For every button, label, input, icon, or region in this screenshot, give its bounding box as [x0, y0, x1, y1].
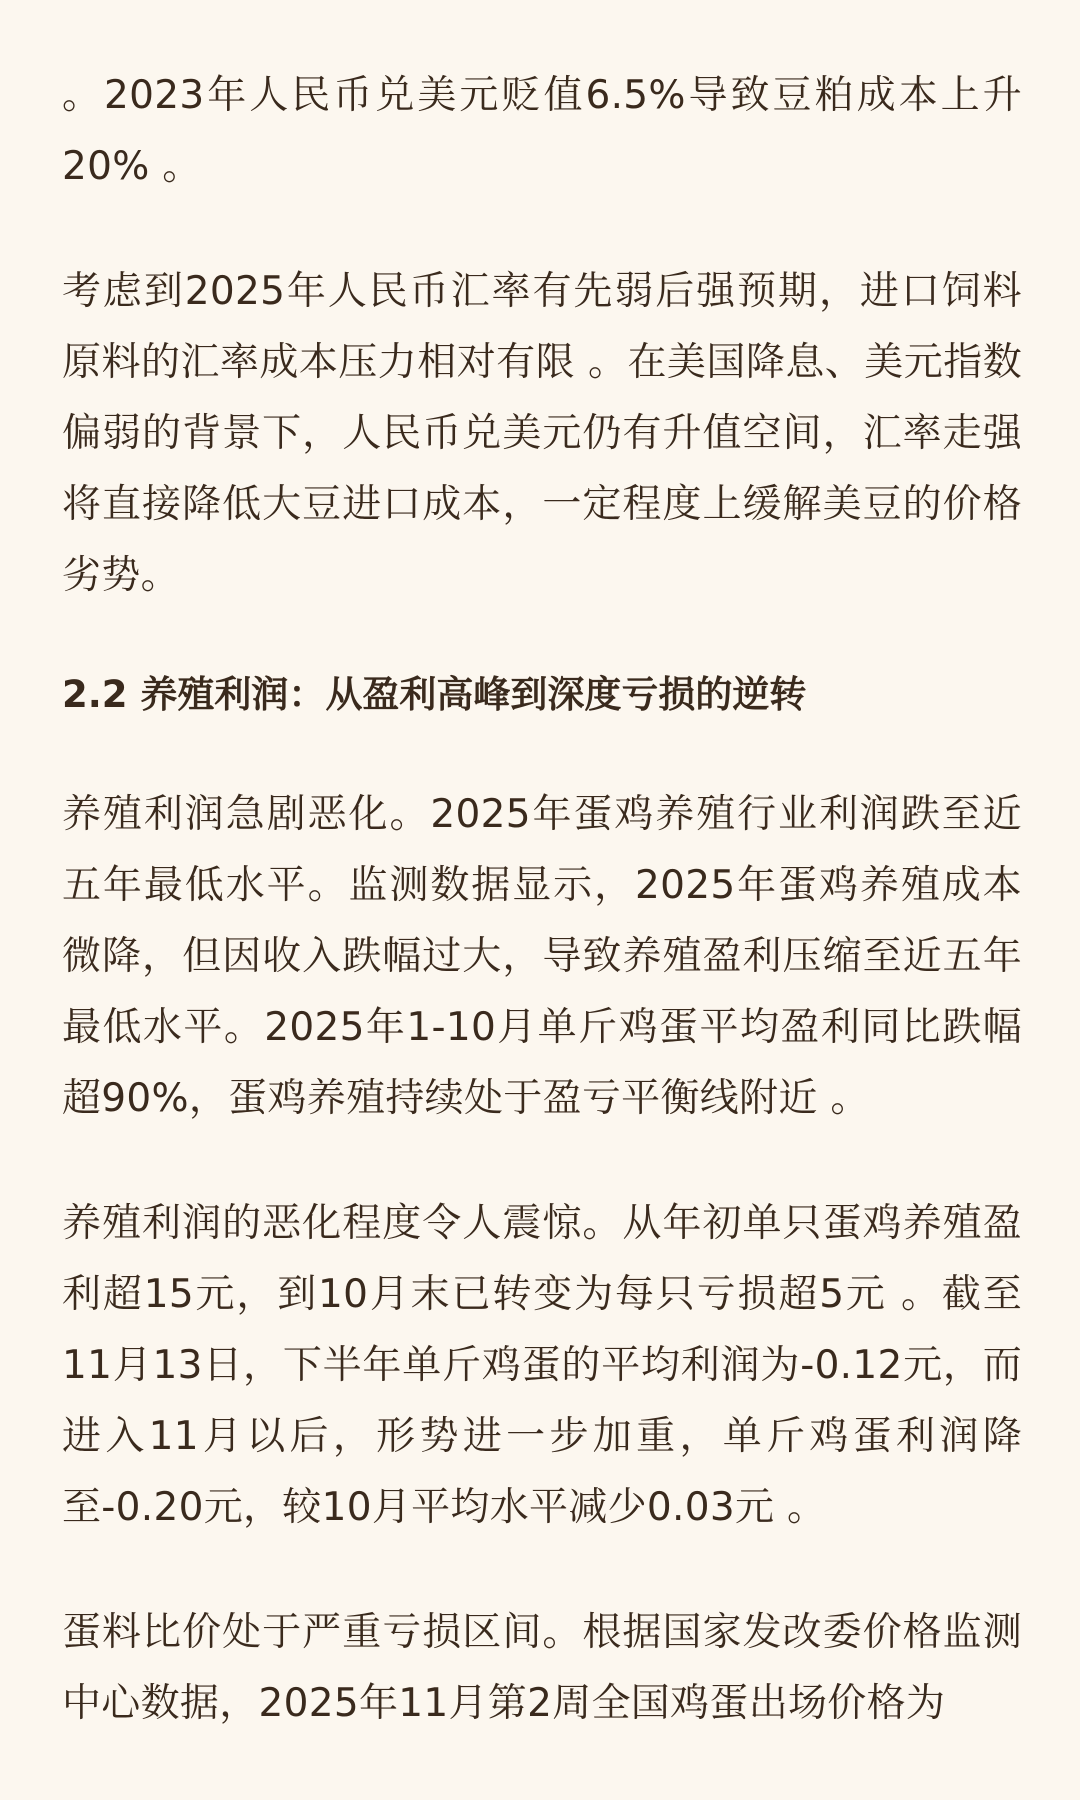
paragraph-1: 。2023年人民币兑美元贬值6.5%导致豆粕成本上升20% 。 — [62, 73, 1022, 189]
paragraph-4: 养殖利润的恶化程度令人震惊。从年初单只蛋鸡养殖盈利超15元，到10月末已转变为每只亏损超5元 。截至11月13日，下半年单斤鸡蛋的平均利润为-0.12元，而进入11月以后，形势进一步加重，单斤鸡蛋利润降至-0.20元，较10月平均水平减少0.03元 。 — [62, 1201, 1022, 1530]
paragraph-3: 养殖利润急剧恶化。2025年蛋鸡养殖行业利润跌至近五年最低水平。监测数据显示，2025年蛋鸡养殖成本微降，但因收入跌幅过大，导致养殖盈利压缩至近五年最低水平。2025年1-10月单斤鸡蛋平均盈利同比跌幅超90%，蛋鸡养殖持续处于盈亏平衡线附近 。 — [62, 792, 1022, 1121]
paragraph-2: 考虑到2025年人民币汇率有先弱后强预期，进口饲料原料的汇率成本压力相对有限 。在美国降息、美元指数偏弱的背景下，人民币兑美元仍有升值空间，汇率走强将直接降低大豆进口成本，一定程度上缓解美豆的价格劣势。 — [62, 269, 1022, 598]
paragraph-5: 蛋料比价处于严重亏损区间。根据国家发改委价格监测中心数据，2025年11月第2周全国鸡蛋出场价格为 — [62, 1610, 1022, 1726]
section-heading: 2.2 养殖利润：从盈利高峰到深度亏损的逆转 — [62, 673, 807, 716]
